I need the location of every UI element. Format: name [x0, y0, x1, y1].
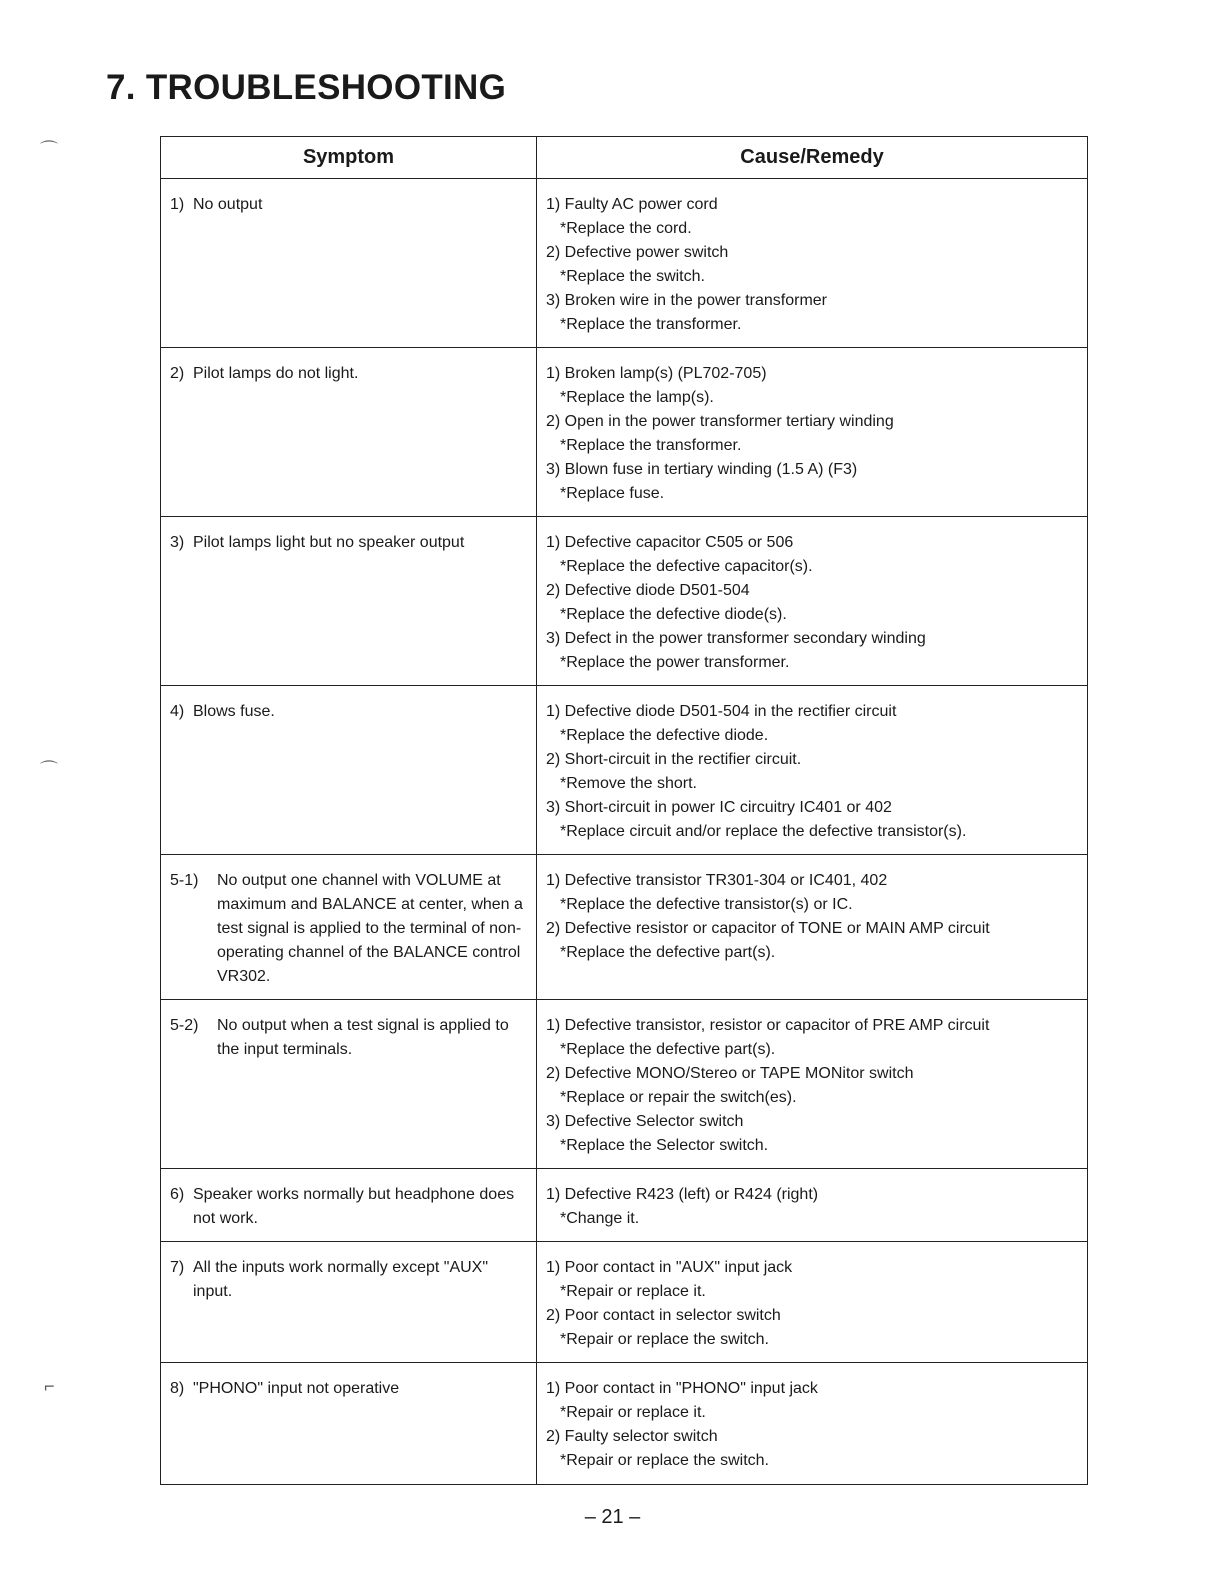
symptom-text — [170, 1377, 526, 1401]
cause-remedy-cell — [537, 686, 1088, 855]
remedy-line: *Replace the switch. — [560, 268, 705, 285]
symptom-description: Blows fuse. — [193, 703, 275, 720]
cause-line: 2) Defective MONO/Stereo or TAPE MONitor switch — [546, 1065, 914, 1082]
cause-remedy-cell — [537, 855, 1088, 1000]
remedy-line: *Replace or repair the switch(es). — [560, 1089, 797, 1106]
symptom-text — [170, 1256, 526, 1304]
remedy-line: *Repair or replace it. — [560, 1283, 706, 1300]
symptom-number: 7) — [170, 1259, 185, 1276]
cause-line: 1) Broken lamp(s) (PL702-705) — [546, 365, 767, 382]
cause-line: 1) Defective R423 (left) or R424 (right) — [546, 1186, 819, 1203]
symptom-cell — [161, 1363, 537, 1485]
remedy-line: *Repair or replace the switch. — [560, 1452, 769, 1469]
symptom-number: 3) — [170, 534, 185, 551]
margin-arc-mark: ⌒ — [40, 760, 58, 780]
symptom-cell — [161, 348, 537, 517]
remedy-line: *Replace the transformer. — [560, 316, 742, 333]
remedy-line: *Repair or replace the switch. — [560, 1331, 769, 1348]
symptom-description: Pilot lamps do not light. — [193, 365, 359, 382]
symptom-text — [170, 1014, 526, 1062]
cause-column-header: Cause/Remedy — [537, 137, 1088, 179]
symptom-number: 8) — [170, 1380, 185, 1397]
cause-remedy-cell — [537, 1242, 1088, 1363]
cause-line: 1) Defective transistor TR301-304 or IC401, 402 — [546, 872, 888, 889]
symptom-text — [170, 700, 526, 724]
symptom-number: 5-1) — [170, 872, 199, 889]
symptom-description: All the inputs work normally except "AUX" input. — [193, 1259, 489, 1300]
remedy-line: *Replace the transformer. — [560, 437, 742, 454]
table-row — [161, 1169, 1088, 1242]
remedy-line: *Replace the defective capacitor(s). — [560, 558, 813, 575]
symptom-cell — [161, 1000, 537, 1169]
symptom-text — [170, 362, 526, 386]
remedy-line: *Replace the defective transistor(s) or IC. — [560, 896, 853, 913]
cause-remedy-cell — [537, 1000, 1088, 1169]
symptom-text — [170, 193, 526, 217]
table-row — [161, 517, 1088, 686]
symptom-number: 2) — [170, 365, 185, 382]
remedy-line: *Replace the cord. — [560, 220, 692, 237]
cause-line: 3) Short-circuit in power IC circuitry IC401 or 402 — [546, 799, 892, 816]
cause-line: 1) Defective capacitor C505 or 506 — [546, 534, 794, 551]
remedy-line: *Replace the lamp(s). — [560, 389, 714, 406]
remedy-line: *Remove the short. — [560, 775, 697, 792]
cause-remedy-cell — [537, 1363, 1088, 1485]
troubleshooting-table — [160, 136, 1088, 1485]
cause-line: 3) Defective Selector switch — [546, 1113, 744, 1130]
cause-remedy-cell — [537, 348, 1088, 517]
cause-line: 2) Short-circuit in the rectifier circuit. — [546, 751, 802, 768]
symptom-description: No output — [193, 196, 263, 213]
cause-remedy-cell — [537, 517, 1088, 686]
cause-line: 1) Defective transistor, resistor or capacitor of PRE AMP circuit — [546, 1017, 990, 1034]
page-title: 7. TROUBLESHOOTING — [106, 68, 507, 107]
cause-line: 1) Poor contact in "AUX" input jack — [546, 1259, 793, 1276]
margin-arc-mark: ⌒ — [40, 140, 58, 160]
remedy-line: *Replace the defective part(s). — [560, 1041, 776, 1058]
cause-line: 3) Defect in the power transformer secondary winding — [546, 630, 926, 647]
cause-line: 2) Defective diode D501-504 — [546, 582, 750, 599]
symptom-description: No output when a test signal is applied to the input terminals. — [217, 1017, 509, 1058]
symptom-description: Speaker works normally but headphone does not work. — [193, 1186, 515, 1227]
symptom-text — [170, 531, 526, 555]
symptom-number: 4) — [170, 703, 185, 720]
margin-arc-mark: ⌐ — [44, 1376, 55, 1396]
symptom-cell — [161, 855, 537, 1000]
remedy-line: *Repair or replace it. — [560, 1404, 706, 1421]
table-row — [161, 1242, 1088, 1363]
cause-line: 3) Blown fuse in tertiary winding (1.5 A) (F3) — [546, 461, 858, 478]
remedy-line: *Replace the defective diode(s). — [560, 606, 787, 623]
remedy-line: *Replace the power transformer. — [560, 654, 790, 671]
symptom-cell — [161, 517, 537, 686]
symptom-cell — [161, 686, 537, 855]
remedy-line: *Replace the Selector switch. — [560, 1137, 769, 1154]
remedy-line: *Replace the defective diode. — [560, 727, 769, 744]
cause-line: 2) Faulty selector switch — [546, 1428, 718, 1445]
cause-line: 1) Defective diode D501-504 in the rectifier circuit — [546, 703, 897, 720]
table-body — [161, 179, 1088, 1485]
cause-remedy-cell — [537, 179, 1088, 348]
cause-remedy-cell — [537, 1169, 1088, 1242]
symptom-column-header: Symptom — [161, 137, 537, 179]
table-row — [161, 348, 1088, 517]
cause-line: 1) Poor contact in "PHONO" input jack — [546, 1380, 818, 1397]
table-header-row — [161, 137, 1088, 179]
symptom-text — [170, 869, 526, 989]
symptom-cell — [161, 1169, 537, 1242]
symptom-number: 1) — [170, 196, 185, 213]
symptom-cell — [161, 179, 537, 348]
cause-line: 2) Open in the power transformer tertiary winding — [546, 413, 894, 430]
symptom-description: No output one channel with VOLUME at maximum and BALANCE at center, when a test signal is applied to the terminal of non-operating channel of the BALANCE control VR302. — [217, 872, 523, 985]
table-row — [161, 686, 1088, 855]
cause-line: 1) Faulty AC power cord — [546, 196, 718, 213]
symptom-number: 6) — [170, 1186, 185, 1203]
symptom-cell — [161, 1242, 537, 1363]
remedy-line: *Replace fuse. — [560, 485, 665, 502]
remedy-line: *Replace the defective part(s). — [560, 944, 776, 961]
cause-line: 2) Defective power switch — [546, 244, 729, 261]
symptom-description: "PHONO" input not operative — [193, 1380, 400, 1397]
symptom-text — [170, 1183, 526, 1231]
table-row — [161, 179, 1088, 348]
page-number: – 21 – — [584, 1506, 641, 1528]
table-row — [161, 1363, 1088, 1485]
cause-line: 2) Defective resistor or capacitor of TONE or MAIN AMP circuit — [546, 920, 990, 937]
cause-line: 2) Poor contact in selector switch — [546, 1307, 781, 1324]
remedy-line: *Replace circuit and/or replace the defective transistor(s). — [560, 823, 967, 840]
remedy-line: *Change it. — [560, 1210, 640, 1227]
table-row — [161, 1000, 1088, 1169]
table-row — [161, 855, 1088, 1000]
cause-line: 3) Broken wire in the power transformer — [546, 292, 827, 309]
symptom-number: 5-2) — [170, 1017, 199, 1034]
symptom-description: Pilot lamps light but no speaker output — [193, 534, 465, 551]
